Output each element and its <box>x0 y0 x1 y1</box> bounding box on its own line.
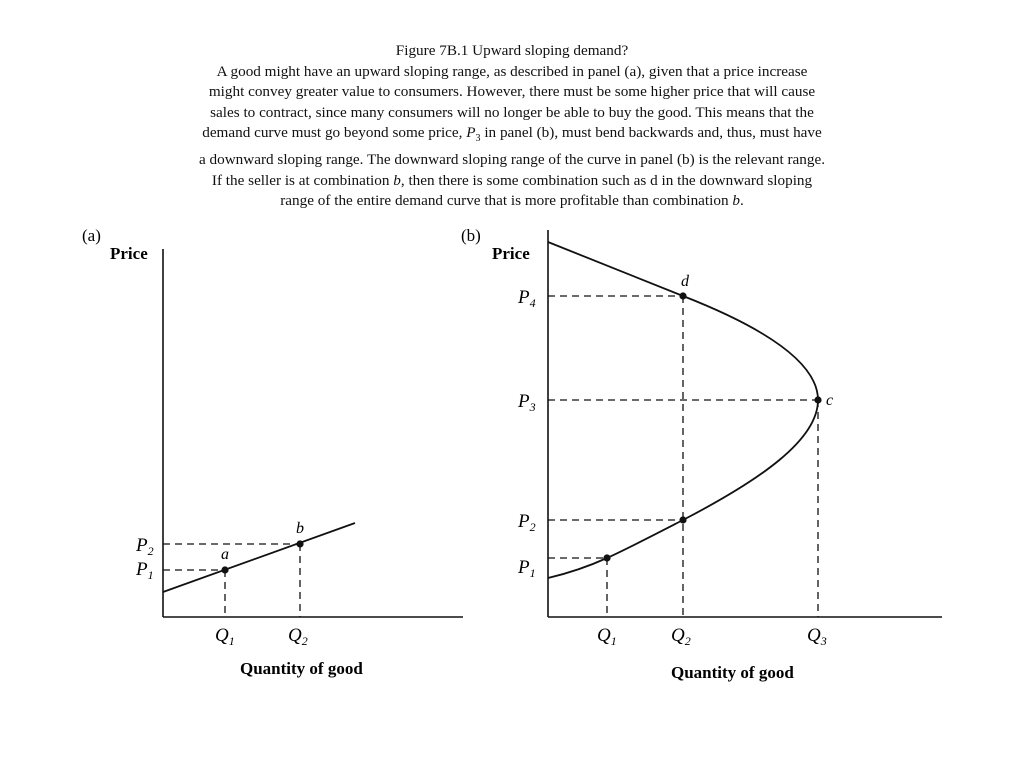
panel-a-p2-letter: P <box>136 535 148 556</box>
caption-title: Figure 7B.1 Upward sloping demand? <box>395 42 629 59</box>
panel-b-p3-sub: 3 <box>529 400 536 414</box>
panel-b-q1-letter: Q <box>597 625 611 646</box>
panel-a-p1-letter: P <box>136 559 148 580</box>
panel-a-point-a-label: a <box>221 546 229 563</box>
panel-b-p2-sub: 2 <box>529 520 536 534</box>
panel-a <box>82 226 463 678</box>
panel-b-p1-letter: P <box>518 557 530 578</box>
panel-a-y-axis-title: Price <box>110 244 148 263</box>
panel-b-p2-letter: P <box>518 511 530 532</box>
caption-seg2: in panel (b), must bend backwards and, thus, must have a downward sloping range. The downward sloping range of the curve in panel (b) is the relevant range. If the seller is at combination <box>198 124 825 189</box>
panel-a-label: (a) <box>82 226 101 245</box>
panel-b-p2-label <box>517 511 536 534</box>
panel-b-point-d <box>679 292 686 299</box>
caption-b1: b <box>393 171 401 189</box>
caption-p3-letter: P <box>466 124 476 142</box>
panel-b-q2-letter: Q <box>671 625 685 646</box>
panel-a-point-a <box>221 566 228 573</box>
panel-b-p3-label <box>517 391 536 414</box>
panel-b-q3-letter: Q <box>807 625 821 646</box>
panel-a-demand-line <box>163 523 355 592</box>
panel-a-p2-sub: 2 <box>147 544 154 558</box>
panel-b-q3-sub: 3 <box>820 634 827 648</box>
panel-a-p1-sub: 1 <box>147 568 154 582</box>
panel-b-point-c <box>814 396 821 403</box>
panel-b-p1-sub: 1 <box>529 566 536 580</box>
panel-b-p1-label <box>517 557 536 580</box>
panel-a-p1-label <box>135 559 154 582</box>
panel-b-point-q2p2 <box>679 516 686 523</box>
panel-a-point-b <box>296 540 303 547</box>
caption-seg4: . <box>739 192 744 210</box>
panel-b-p3-letter: P <box>518 391 530 412</box>
caption-b2: b <box>732 192 740 210</box>
panel-b <box>461 226 942 682</box>
caption-seg1: A good might have an upward sloping range, as described in panel (a), given that a price increase might convey greater value to consumers. However, there must be some higher price that will cause sales to contract, since many consumers will no longer be able to buy the good. This means that the demand curve must go beyond some price, <box>202 62 816 142</box>
panel-b-point-q1p1 <box>603 554 610 561</box>
panel-a-q2-letter: Q <box>288 625 302 646</box>
panel-a-q2-label <box>288 625 308 648</box>
panel-b-y-axis-title: Price <box>492 244 530 263</box>
panel-a-x-axis-title: Quantity of good <box>240 659 363 678</box>
panel-a-q1-label <box>215 625 235 648</box>
panel-a-point-b-label: b <box>296 520 304 537</box>
panel-a-p2-label <box>135 535 154 558</box>
panel-b-point-d-label: d <box>681 273 689 290</box>
panel-a-q2-sub: 2 <box>301 634 308 648</box>
panel-b-q1-sub: 1 <box>610 634 617 648</box>
panel-b-p4-sub: 4 <box>529 296 536 310</box>
panel-b-q2-sub: 2 <box>684 634 691 648</box>
panel-b-label: (b) <box>461 226 481 245</box>
panel-b-p4-letter: P <box>518 287 530 308</box>
panel-b-q3-label <box>807 625 827 648</box>
caption-seg3: , then there is some combination such as d in the downward sloping range of the entire demand curve that is more profitable than combination <box>280 171 813 210</box>
caption-p3-sub: 3 <box>475 133 481 145</box>
panel-a-q1-letter: Q <box>215 625 229 646</box>
panel-b-q1-label <box>597 625 617 648</box>
panel-b-point-c-label: c <box>826 392 834 409</box>
panel-b-q2-label <box>671 625 691 648</box>
panel-b-p4-label <box>517 287 536 310</box>
panel-a-q1-sub: 1 <box>228 634 235 648</box>
panel-b-x-axis-title: Quantity of good <box>671 663 794 682</box>
